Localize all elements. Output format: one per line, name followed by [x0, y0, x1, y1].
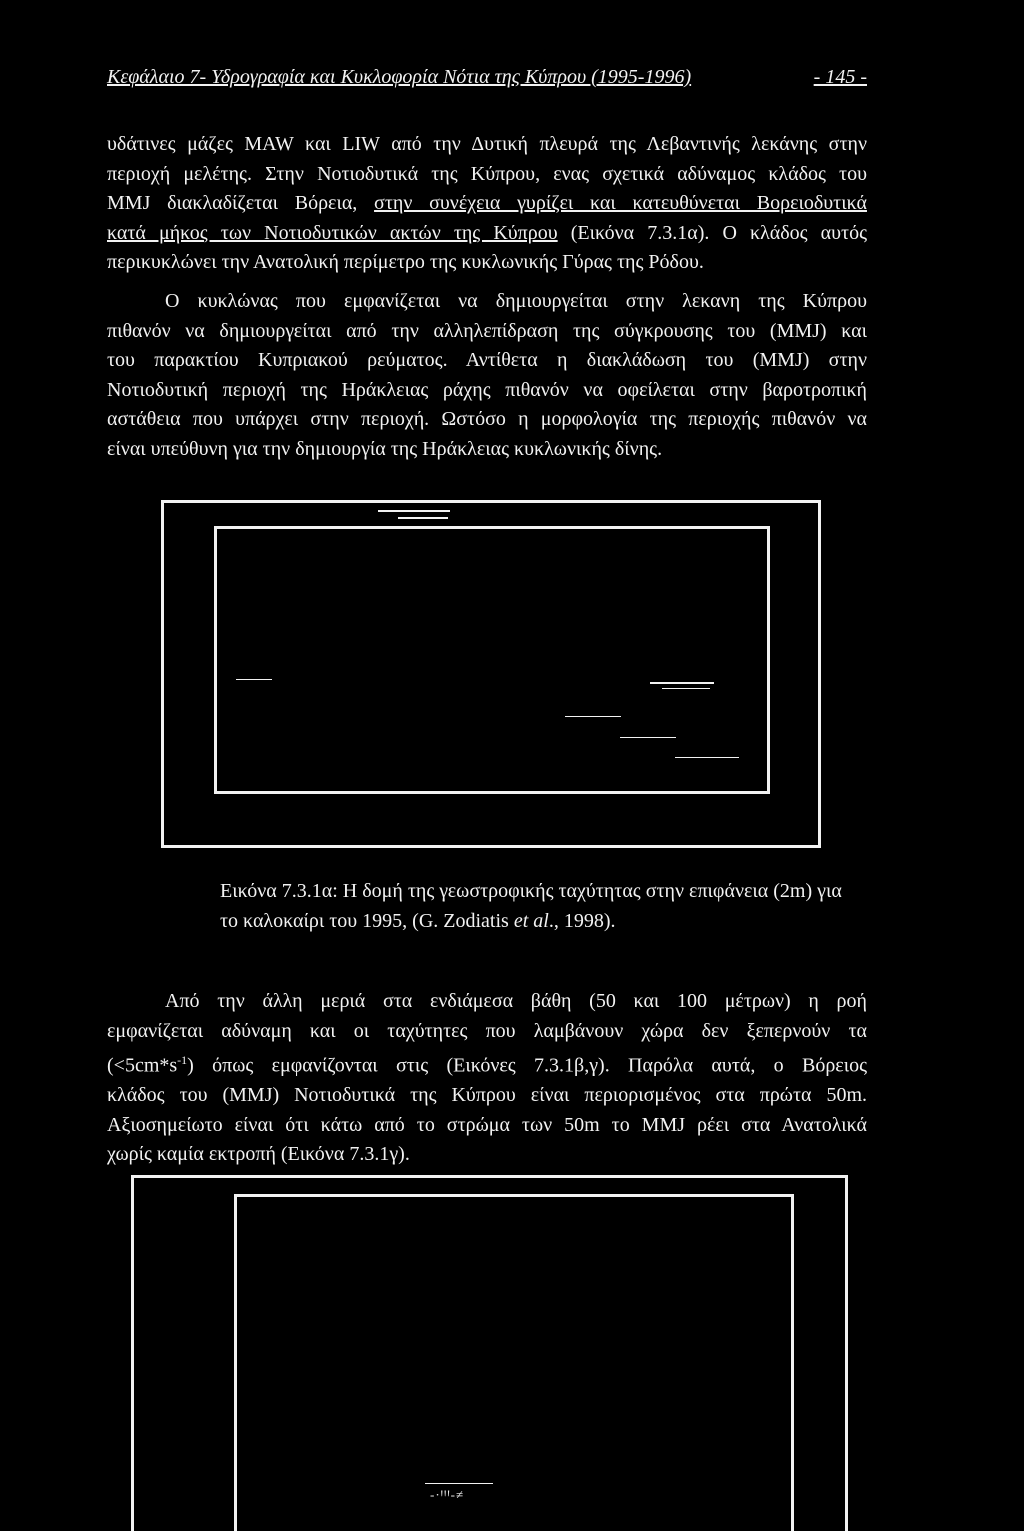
figure-line: [662, 688, 710, 689]
figure-line: [620, 737, 676, 738]
text-line: Ο κυκλώνας που εμφανίζεται να δημιουργείται στην λεκανη της Κύπρου: [165, 290, 867, 312]
text-span: MMJ διακλαδίζεται Βόρεια,: [107, 192, 375, 214]
caption-line: Εικόνα 7.3.1α: Η δομή της γεωστροφικής ταχύτητας στην επιφάνεια (2m) για: [220, 880, 842, 902]
caption-line: [220, 906, 880, 936]
text-line: είναι υπεύθυνη για την δημιουργία της Ηράκλειας κυκλωνικής δίνης.: [107, 437, 663, 460]
paragraph-1: [107, 130, 867, 278]
text-line: χωρίς καμία εκτροπή (Εικόνα 7.3.1γ).: [107, 1143, 410, 1166]
paragraph-2: [107, 287, 867, 464]
figure-line: [425, 1483, 493, 1484]
text-line: περιοχή μελέτης. Στην Νοτιοδυτικά της Κύπρου, ενας σχετικά αδύναμος κλάδος του: [107, 162, 867, 185]
text-line: αστάθεια που υπάρχει στην περιοχή. Ωστόσο η μορφολογία της περιοχής πιθανόν να: [107, 408, 867, 430]
text-span: ) όπως εμφανίζονται στις (Εικόνες 7.3.1β,γ). Παρόλα αυτά, ο Βόρειος: [187, 1054, 867, 1077]
text-line: Νοτιοδυτική περιοχή της Ηράκλειας ράχης πιθανόν να οφείλεται στην βαροτροπική: [107, 378, 867, 401]
text-span: (<5cm*s: [107, 1054, 178, 1077]
text-line: του παρακτίου Κυπριακού ρεύματος. Αντίθετα η διακλάδωση του (MMJ) στην: [107, 349, 867, 371]
text-line: [107, 1046, 867, 1081]
figure-marker-text: -·ꞋꞋꞋ-≠: [430, 1487, 465, 1502]
figure-line: [236, 679, 272, 680]
chapter-title: Κεφάλαιο 7- Υδρογραφία και Κυκλοφορία Νότια της Κύπρου (1995-1996): [107, 66, 692, 88]
page-number: - 145 -: [813, 66, 867, 88]
paragraph-3: [107, 987, 867, 1170]
superscript: -1: [177, 1053, 188, 1067]
running-header: [107, 62, 867, 92]
figure-7-3-1b-map: [234, 1194, 794, 1531]
figure-line: [378, 510, 450, 512]
text-line: Από την άλλη μεριά στα ενδιάμεσα βάθη (50 και 100 μέτρων) η ροή: [165, 990, 867, 1012]
text-line: κλάδος του (MMJ) Νοτιοδυτικά της Κύπρου είναι περιορισμένος στα πρώτα 50m.: [107, 1084, 867, 1107]
figure-line: [675, 757, 739, 758]
text-span: ., 1998).: [548, 910, 616, 932]
text-line: περικυκλώνει την Ανατολική περίμετρο της κυκλωνικής Γύρας της Ρόδου.: [107, 251, 704, 273]
text-line: [107, 219, 867, 249]
text-line: [107, 189, 867, 219]
figure-line: [398, 517, 448, 519]
underlined-text: στην συνέχεια γυρίζει και κατευθύνεται Βορειοδυτικά: [374, 192, 867, 214]
text-line: υδάτινες μάζες MAW και LIW από την Δυτική πλευρά της Λεβαντινής λεκάνης στην: [107, 133, 867, 155]
text-line: πιθανόν να δημιουργείται από την αλληλεπίδραση της σύγκρουσης του (MMJ) και: [107, 319, 867, 342]
figure-line: [565, 716, 621, 717]
text-line: εμφανίζεται αδύναμη και οι ταχύτητες που λαμβάνουν χώρα δεν ξεπερνούν τα: [107, 1019, 867, 1042]
text-span: το καλοκαίρι του 1995, (G. Zodiatis: [220, 910, 514, 932]
figure-7-3-1a-map: [214, 526, 770, 794]
text-span: (Εικόνα 7.3.1α). Ο κλάδος αυτός: [557, 221, 868, 244]
figure-caption: [220, 876, 880, 936]
underlined-text: κατά μήκος των Νοτιοδυτικών ακτών της Κύπρου: [107, 221, 558, 244]
text-line: Αξιοσημείωτο είναι ότι κάτω από το στρώμα των 50m το MMJ ρέει στα Ανατολικά: [107, 1113, 867, 1136]
italic-text: et al: [513, 910, 549, 932]
figure-line: [650, 682, 714, 684]
